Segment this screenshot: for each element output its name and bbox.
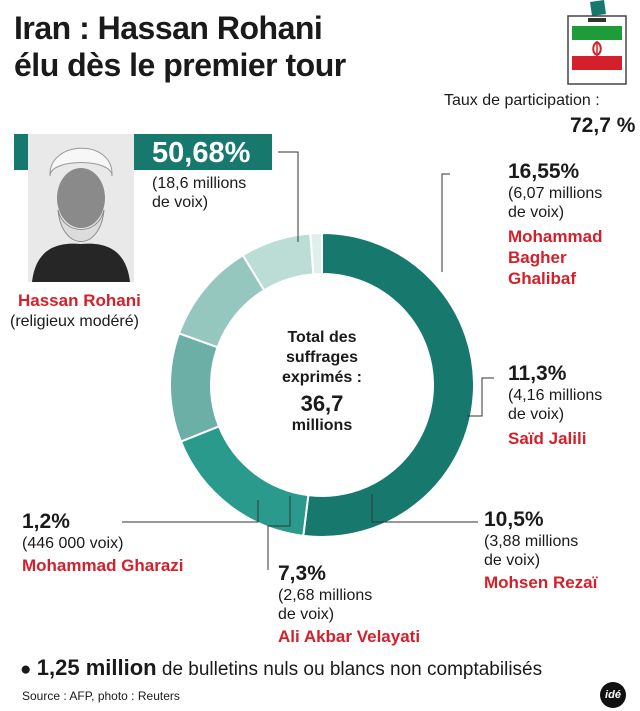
name-ghalibaf: Bagher: [508, 248, 567, 267]
pct-jalili: 11,3%: [508, 362, 567, 385]
label-rezai: [484, 508, 597, 593]
label-velayati: [278, 562, 420, 647]
turnout-value: 72,7 %: [570, 114, 636, 137]
pct-rezai: 10,5%: [484, 508, 544, 531]
pct-ghalibaf: 16,55%: [508, 160, 580, 183]
pct-gharazi: 1,2%: [22, 510, 70, 533]
name-rezai: Mohsen Rezaï: [484, 573, 598, 592]
label-ghalibaf: [508, 160, 602, 289]
leader-line-rohani: [278, 152, 298, 242]
center-label-line: exprimés :: [281, 369, 363, 386]
name-velayati: Ali Akbar Velayati: [278, 627, 421, 646]
center-label-line: suffrages: [285, 349, 359, 366]
votes-rezai: de voix): [484, 552, 541, 569]
label-gharazi: [22, 510, 184, 576]
name-ghalibaf: Mohammad: [508, 227, 603, 246]
label-jalili: [508, 362, 602, 449]
leader-line-ghalibaf: [442, 174, 450, 272]
votes-ghalibaf: de voix): [508, 204, 565, 221]
footer-note: [20, 656, 542, 682]
pct-velayati: 7,3%: [278, 562, 326, 585]
votes-velayati: (2,68 millions: [278, 587, 373, 604]
votes-jalili: (4,16 millions: [508, 387, 603, 404]
footer-rest: de bulletins nuls ou blancs non comptabilisés: [156, 659, 543, 680]
votes-ghalibaf: (6,07 millions: [508, 185, 603, 202]
title-line-1: Iran : Hassan Rohani: [14, 10, 323, 46]
source-credit: Source : AFP, photo : Reuters: [22, 689, 180, 703]
bullet-icon: ●: [20, 659, 37, 680]
donut-slice-2: [170, 333, 219, 441]
votes-rezai: (3,88 millions: [484, 533, 579, 550]
votes-gharazi: (446 000 voix): [22, 535, 124, 552]
center-value-line: millions: [291, 417, 353, 434]
center-label-line: Total des: [287, 329, 357, 346]
title-line-2: élu dès le premier tour: [14, 47, 346, 83]
donut-slice-1: [181, 426, 308, 536]
winner-votes-line: (18,6 millions: [152, 175, 247, 192]
winner-description: (religieux modéré): [10, 313, 139, 330]
votes-jalili: de voix): [508, 406, 565, 423]
center-total-value: [262, 392, 382, 436]
center-value-line: 36,7: [300, 391, 344, 416]
publisher-logo: idé: [600, 682, 626, 708]
center-total-label: [262, 328, 382, 388]
winner-name: Hassan Rohani: [18, 291, 141, 310]
winner-percentage: 50,68%: [152, 137, 251, 169]
winner-votes-line: de voix): [152, 194, 209, 211]
name-gharazi: Mohammad Gharazi: [22, 556, 184, 575]
footer-bold: 1,25 million: [36, 655, 157, 680]
turnout-label: Taux de participation :: [444, 92, 600, 109]
votes-velayati: de voix): [278, 606, 335, 623]
name-jalili: Saïd Jalili: [508, 429, 587, 448]
name-ghalibaf: Ghalibaf: [508, 269, 577, 288]
donut-slice-5: [310, 233, 322, 274]
